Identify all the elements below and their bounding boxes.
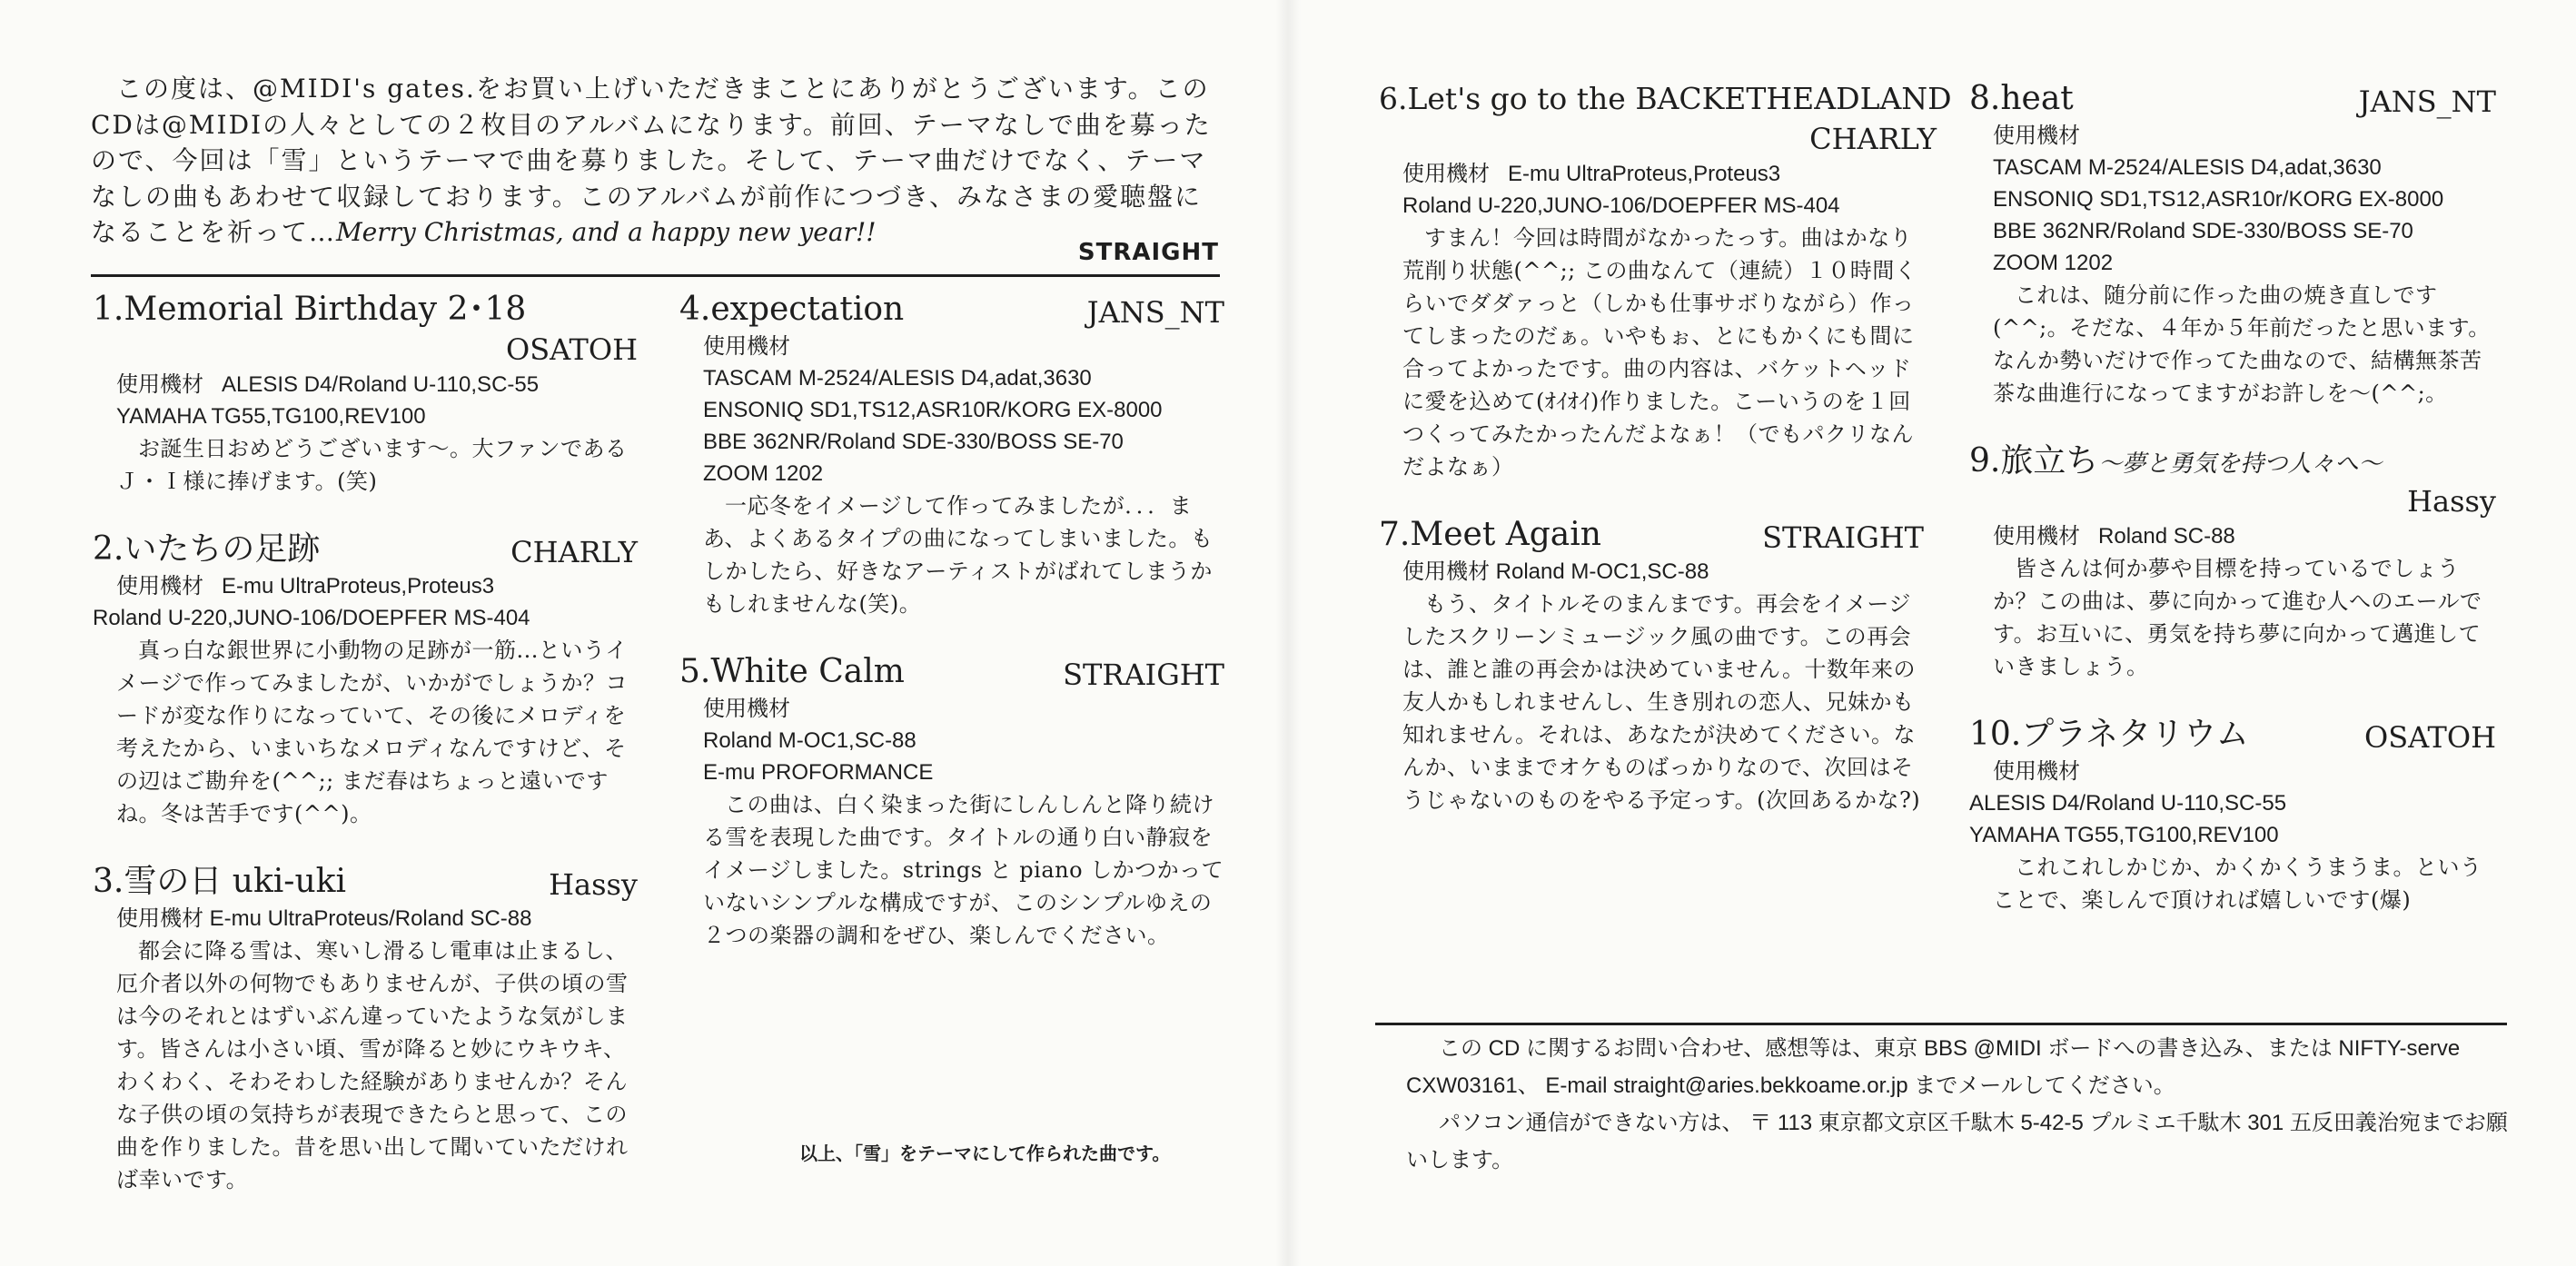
equipment-label: 使用機材 [1402,162,1490,186]
track-9-comment: 皆さんは何か夢や目標を持っているでしょうか？この曲は、夢に向かって進む人へのエールです。お互いに、勇気を持ち夢に向かって邁進していきましょう。 [1993,556,2482,679]
contact-line-2: パソコン通信ができない方は、 〒 113 東京都文京区千駄木 5-42-5 プルミエ千駄木 301 五反田義治宛までお願いします。 [1406,1111,2508,1172]
track-7-title: 7.Meet Again [1379,516,1601,553]
track-column-2 [679,289,1224,983]
track-5-title: 5.White Calm [679,653,905,690]
equipment-label: 使用機材 [116,906,203,931]
track-1-equipment-2: YAMAHA TG55,TG100,REV100 [116,404,426,429]
track-column-3 [1379,78,1952,847]
equipment-label: 使用機材 [116,372,203,397]
closing-note: 以上、「雪」をテーマにして作られた曲です。 [799,1142,1171,1164]
track-10-header [1969,714,2496,756]
track-5 [679,651,1224,952]
track-3 [93,861,638,1196]
track-8-equipment-3: BBE 362NR/Roland SDE-330/BOSS SE-70 [1993,219,2413,243]
equipment-label: 使用機材 [1402,559,1490,584]
track-8-equipment-4: ZOOM 1202 [1993,251,2114,275]
track-3-equipment: 使用機材 E-mu UltraProteus/Roland SC-88 [116,906,532,931]
track-column-4 [1969,78,2496,947]
track-4-equipment-4: ZOOM 1202 [703,461,824,486]
track-4 [679,289,1224,620]
track-4-comment: 一応冬をイメージして作ってみましたが．．．まあ、よくあるタイプの曲になってしまいました。もしかしたら、好きなアーティストがばれてしまうかもしれませんな(笑)。 [703,493,1214,617]
track-10-comment: これこれしかじか、かくかくうまうま。ということで、楽しんで頂ければ嬉しいです(爆) [1993,855,2482,913]
track-7-comment: もう、タイトルそのまんまです。再会をイメージしたスクリーンミュージック風の曲です。この再会は、誰と誰の再会かは決めていません。十数年来の友人かもしれませんし、生き別れの恋人、兄妹かも知れません。それは、あなたが決めてください。なんか、いままでオケものばっかりなので、次回はそうじゃないのものをやる予定っす。(次回あるかな?) [1402,591,1921,813]
track-4-artist: JANS_NT [1086,295,1224,330]
track-10 [1969,714,2496,916]
track-3-comment: 都会に降る雪は、寒いし滑るし電車は止まるし、厄介者以外の何物でもありませんが、子供の頃の雪は今のそれとはずいぶん違っていたような気がします。皆さんは小さい頃、雪が降ると妙にウキウキ、わくわく、そわそわした経験がありませんか？そんな子供の頃の気持ちが表現できたらと思って、この曲を作りました。昔を思い出して聞いていただければ幸いです。 [116,938,629,1192]
track-10-title: 10.プラネタリウム [1969,716,2249,753]
track-1-comment: お誕生日おめどうございます～。大ファンであるＪ・Ｉ様に捧げます。(笑) [116,436,628,494]
track-6-title: 6.Let's go to the BACKETHEADLAND [1379,81,1952,116]
track-8-equipment-2: ENSONIQ SD1,TS12,ASR10r/KORG EX-8000 [1993,187,2444,212]
equipment-label: 使用機材 [703,697,790,721]
track-8-comment: これは、随分前に作った曲の焼き直しです(^^;。そだな、４年か５年前だったと思います。なんか勢いだけで作ってた曲なので、結構無茶苦茶な曲進行になってますがお許しを～(^^;。 [1993,282,2491,406]
track-5-artist: STRAIGHT [1063,658,1224,692]
track-7 [1379,514,1924,816]
track-9-title: 9.旅立ち～夢と勇気を持つ人々へ～ [1969,442,2383,480]
track-2-equipment-2: Roland U-220,JUNO-106/DOEPFER MS-404 [93,606,530,630]
track-column-1 [93,289,638,1227]
track-9-artist: Hassy [2407,484,2496,519]
track-6-header [1379,78,1952,120]
track-9 [1969,440,2496,683]
track-10-equipment-2: YAMAHA TG55,TG100,REV100 [1969,823,2279,847]
track-5-comment: この曲は、白く染まった街にしんしんと降り続ける雪を表現した曲です。タイトルの通り白い静寂をイメージしました。strings と piano しかつかっていないシンプルな構成ですが、このシンプルゆえの２つの楽器の調和をぜひ、楽しんでください。 [703,792,1224,948]
track-4-header [679,289,1224,331]
track-2-equipment: 使用機材 E-mu UltraProteus,Proteus3 [116,574,495,598]
track-4-title: 4.expectation [679,291,905,328]
header-divider [91,274,1220,277]
track-10-equipment-1: ALESIS D4/Roland U-110,SC-55 [1969,791,2287,816]
track-8-title: 8.heat [1969,80,2074,117]
track-2-artist: CHARLY [510,535,638,569]
track-7-equipment: 使用機材 Roland M-OC1,SC-88 [1402,559,1709,584]
track-1-title: 1.Memorial Birthday 2･18 [93,291,527,328]
track-1-equipment: 使用機材 ALESIS D4/Roland U-110,SC-55 [116,372,540,397]
track-4-equipment-2: ENSONIQ SD1,TS12,ASR10R/KORG EX-8000 [703,398,1163,422]
track-7-artist: STRAIGHT [1762,520,1924,555]
track-8 [1969,78,2496,410]
track-1 [93,289,638,498]
track-3-title: 3.雪の日 uki-uki [93,863,346,900]
intro-text-block [91,71,1226,251]
track-6-comment: すまん！今回は時間がなかったっす。曲はかなり荒削り状態(^^;; この曲なんて（連続）１０時間くらいでダダァっと（しかも仕事サボりながら）作ってしまったのだぁ。いやもぉ、とにもかくにも間に合ってよかったです。曲の内容は、バケットヘッドに愛を込めて(ｵｲｵｲ)作りました。こーいうのを１回つくってみたかったんだよなぁ！（でもパクリなんだよなぁ） [1402,225,1917,480]
track-6 [1379,78,1952,483]
track-4-equipment-3: BBE 362NR/Roland SDE-330/BOSS SE-70 [703,430,1124,454]
equipment-label: 使用機材 [703,334,790,359]
track-3-artist: Hassy [549,867,638,902]
track-6-equipment-2: Roland U-220,JUNO-106/DOEPFER MS-404 [1402,193,1840,218]
intro-closing: Merry Christmas, and a happy new year!! [336,217,877,247]
track-2-comment: 真っ白な銀世界に小動物の足跡が一筋...というイメージで作ってみましたが、いかがでしょうか？コードが変な作りになっていて、その後にメロディを考えたから、いまいちなメロディなんですけど、その辺はご勘弁を(^^;; まだ春はちょっと遠いですね。冬は苦手です(^^)。 [116,638,629,826]
track-6-artist: CHARLY [1809,122,1937,156]
track-2-title: 2.いたちの足跡 [93,530,321,568]
contact-line-1: この CD に関するお問い合わせ、感想等は、東京 BBS @MIDI ボードへの書き込み、または NIFTY-serve CXW03161、 E-mail straight@aries.bekkoame.or.jp までメールしてください。 [1406,1036,2461,1098]
track-5-header [679,651,1224,693]
track-7-header [1379,514,1924,556]
track-3-header [93,861,638,903]
track-10-artist: OSATOH [2364,720,2496,755]
track-8-header [1969,78,2496,120]
equipment-label: 使用機材 [1993,759,2080,784]
track-2 [93,529,638,830]
intro-text: この度は、@MIDI's gates.をお買い上げいただきまことにありがとうございます。このCDは@MIDIの人々としての２枚目のアルバムになります。前回、テーマなしで曲を募ったので、今回は「雪」というテーマで曲を募りました。そして、テーマ曲だけでなく、テーマなしの曲もあわせて収録しております。このアルバムが前作につづき、みなさまの愛聴盤になることを祈って… [91,74,1212,247]
track-5-equipment-2: E-mu PROFORMANCE [703,760,934,785]
track-9-subtitle: ～夢と勇気を持つ人々へ～ [2098,450,2383,478]
track-1-artist: OSATOH [506,332,638,367]
equipment-label: 使用機材 [1993,524,2080,549]
track-9-equipment: 使用機材 Roland SC-88 [1993,524,2235,549]
track-2-header [93,529,638,570]
track-4-equipment-1: TASCAM M-2524/ALESIS D4,adat,3630 [703,366,1092,391]
intro-signature: STRAIGHT [1077,239,1219,266]
track-5-equipment-1: Roland M-OC1,SC-88 [703,728,916,753]
track-9-header [1969,440,2496,482]
contact-block [1406,1030,2523,1179]
track-1-header [93,289,638,331]
equipment-label: 使用機材 [116,574,203,598]
equipment-label: 使用機材 [1993,124,2080,148]
track-6-equipment: 使用機材 E-mu UltraProteus,Proteus3 [1402,162,1781,186]
track-8-artist: JANS_NT [2358,84,2496,119]
track-8-equipment-1: TASCAM M-2524/ALESIS D4,adat,3630 [1993,155,2382,180]
contact-divider [1375,1023,2507,1025]
